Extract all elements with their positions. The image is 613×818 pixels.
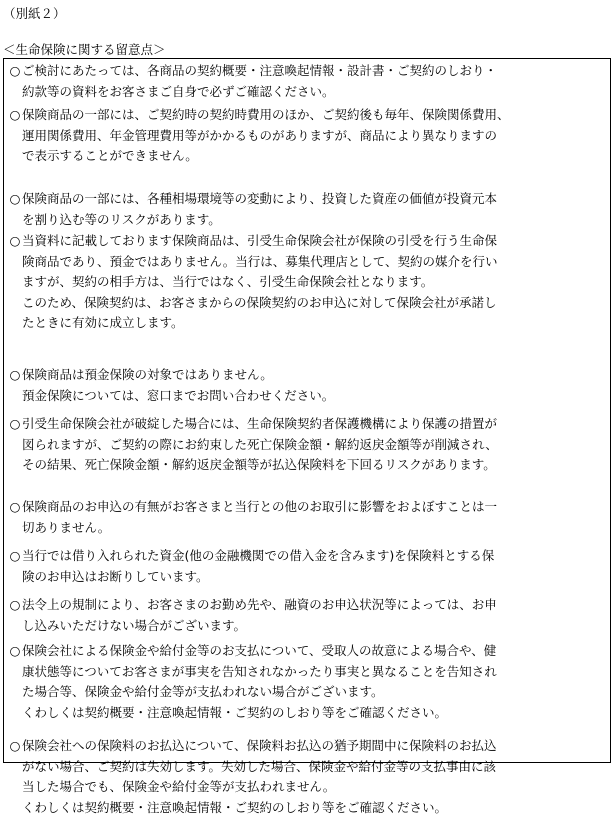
- circle-bullet-icon: ○: [8, 365, 22, 386]
- note-text: [22, 595, 605, 636]
- note-item: [8, 414, 605, 476]
- circle-bullet-icon: ○: [8, 595, 22, 616]
- note-item: [8, 595, 605, 636]
- note-item: [8, 189, 605, 230]
- note-text: [22, 414, 605, 476]
- note-item: [8, 365, 605, 406]
- note-line: た場合等、保険金や給付金等が支払われない場合がございます。: [22, 682, 605, 703]
- notes-box: [3, 58, 611, 763]
- note-line: くわしくは契約概要・注意喚起情報・ご契約のしおり等をご確認ください。: [22, 798, 605, 818]
- circle-bullet-icon: ○: [8, 414, 22, 435]
- note-text: [22, 105, 605, 167]
- note-line: 図られますが、ご契約の際にお約束した死亡保険金額・解約返戻金額等が削減され、: [22, 435, 605, 456]
- note-line: 当行では借り入れられた資金(他の金融機関での借入金を含みます)を保険料とする保: [22, 546, 605, 567]
- circle-bullet-icon: ○: [8, 189, 22, 210]
- note-item: [8, 497, 605, 538]
- note-text: [22, 641, 605, 723]
- note-text: [22, 497, 605, 538]
- note-line: 預金保険については、窓口までお問い合わせください。: [22, 386, 605, 407]
- note-line: 保険商品の一部には、各種相場環境等の変動により、投資した資産の価値が投資元本: [22, 189, 605, 210]
- note-line: 保険商品のお申込の有無がお客さまと当行との他のお取引に影響をおよぼすことは一: [22, 497, 605, 518]
- note-text: [22, 231, 605, 334]
- note-line: たときに有効に成立します。: [22, 313, 605, 334]
- note-text: [22, 736, 605, 818]
- note-item: [8, 736, 605, 818]
- circle-bullet-icon: ○: [8, 497, 22, 518]
- note-line: で表示することができません。: [22, 146, 605, 167]
- note-text: [22, 546, 605, 587]
- circle-bullet-icon: ○: [8, 546, 22, 567]
- note-line: 保険会社による保険金や給付金等のお支払について、受取人の故意による場合や、健: [22, 641, 605, 662]
- note-line: 険のお申込はお断りしています。: [22, 567, 605, 588]
- note-line: 法令上の規制により、お客さまのお勤め先や、融資のお申込状況等によっては、お申: [22, 595, 605, 616]
- note-line: を割り込む等のリスクがあります。: [22, 210, 605, 231]
- note-line: ますが、契約の相手方は、当行ではなく、引受生命保険会社となります。: [22, 272, 605, 293]
- note-line: し込みいただけない場合がございます。: [22, 616, 605, 637]
- note-line: 康状態等についてお客さまが事実を告知されなかったり事実と異なることを告知され: [22, 662, 605, 683]
- note-line: がない場合、ご契約は失効します。失効した場合、保険金や給付金等の支払事由に該: [22, 757, 605, 778]
- section-heading: ＜生命保険に関する留意点＞: [3, 40, 166, 61]
- circle-bullet-icon: ○: [8, 105, 22, 126]
- note-text: [22, 189, 605, 230]
- circle-bullet-icon: ○: [8, 736, 22, 757]
- note-line: その結果、死亡保険金額・解約返戻金額等が払込保険料を下回るリスクがあります。: [22, 455, 605, 476]
- note-line: 保険会社への保険料のお払込について、保険料お払込の猶予期間中に保険料のお払込: [22, 736, 605, 757]
- note-item: [8, 231, 605, 334]
- note-item: [8, 105, 605, 167]
- note-line: 険商品であり、預金ではありません。当行は、募集代理店として、契約の媒介を行い: [22, 252, 605, 273]
- note-line: ご検討にあたっては、各商品の契約概要・注意喚起情報・設計書・ご契約のしおり・: [22, 61, 605, 82]
- note-line: 運用関係費用、年金管理費用等がかかるものがありますが、商品により異なりますの: [22, 126, 605, 147]
- note-line: このため、保険契約は、お客さまからの保険契約のお申込に対して保険会社が承諾し: [22, 293, 605, 314]
- note-text: [22, 365, 605, 406]
- note-text: [22, 61, 605, 102]
- note-item: [8, 641, 605, 723]
- note-line: 切ありません。: [22, 518, 605, 539]
- circle-bullet-icon: ○: [8, 61, 22, 82]
- circle-bullet-icon: ○: [8, 641, 22, 662]
- note-line: 引受生命保険会社が破綻した場合には、生命保険契約者保護機構により保護の措置が: [22, 414, 605, 435]
- note-line: 保険商品の一部には、ご契約時の契約時費用のほか、ご契約後も毎年、保険関係費用、: [22, 105, 605, 126]
- note-line: 当した場合でも、保険金や給付金等が支払われません。: [22, 777, 605, 798]
- note-line: 保険商品は預金保険の対象ではありません。: [22, 365, 605, 386]
- note-line: 約款等の資料をお客さまご自身で必ずご確認ください。: [22, 82, 605, 103]
- note-line: くわしくは契約概要・注意喚起情報・ご契約のしおり等をご確認ください。: [22, 703, 605, 724]
- attachment-label: （別紙２）: [3, 4, 66, 25]
- note-line: 当資料に記載しております保険商品は、引受生命保険会社が保険の引受を行う生命保: [22, 231, 605, 252]
- note-item: [8, 61, 605, 102]
- circle-bullet-icon: ○: [8, 231, 22, 252]
- note-item: [8, 546, 605, 587]
